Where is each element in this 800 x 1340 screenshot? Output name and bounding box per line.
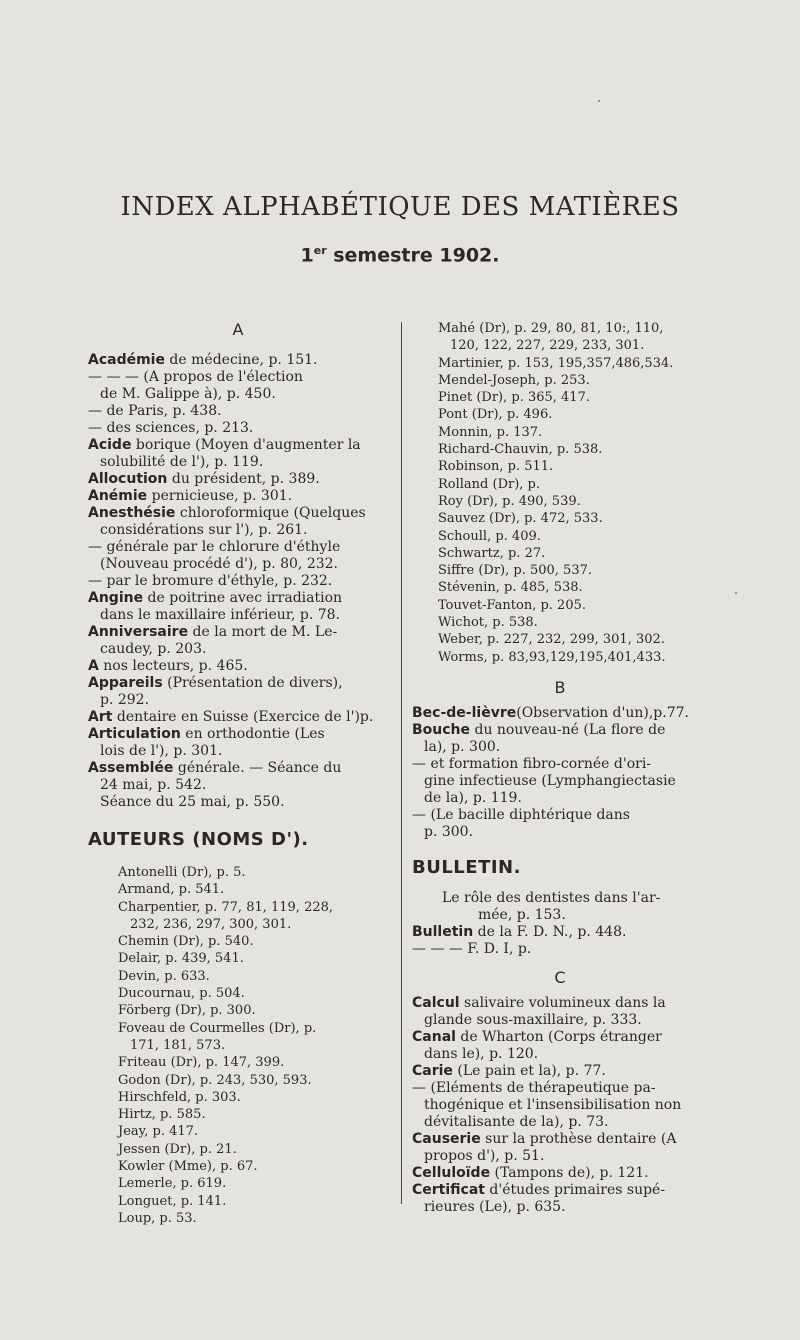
- author-entry: [88, 1002, 388, 1019]
- entry-text: Chemin (Dr), p. 540.: [118, 934, 254, 950]
- entry-text: Pont (Dr), p. 496.: [438, 407, 553, 423]
- entry-text: dentaire en Suisse (Exercice de l')p.: [112, 709, 374, 725]
- index-entry: [412, 1080, 708, 1131]
- index-entry: [88, 352, 388, 369]
- index-entry: [88, 709, 388, 726]
- index-entry: [88, 624, 388, 658]
- entry-text: de poitrine avec irradiation: [143, 590, 343, 606]
- entry-continuation: dans le maxillaire inférieur, p. 78.: [100, 607, 340, 623]
- entry-text: — (Eléments de thérapeutique pa-: [412, 1079, 656, 1096]
- index-entry: [412, 1063, 708, 1080]
- index-entry: [412, 995, 708, 1029]
- entry-text: Foveau de Courmelles (Dr), p.: [118, 1020, 317, 1036]
- entry-text: (Présentation de divers),: [162, 675, 343, 691]
- entry-keyword: Causerie: [412, 1130, 481, 1147]
- section-a-entries: [88, 352, 388, 811]
- entry-keyword: Anniversaire: [88, 624, 189, 640]
- entry-text: Worms, p. 83,93,129,195,401,433.: [438, 649, 666, 665]
- entry-text: Förberg (Dr), p. 300.: [118, 1003, 256, 1019]
- author-entry: [412, 424, 708, 441]
- author-entry: [412, 545, 708, 562]
- author-entry: [88, 1106, 388, 1123]
- author-entry: [88, 864, 388, 881]
- letter-heading-a: A: [232, 320, 244, 339]
- entry-text: — générale par le chlorure d'éthyle: [88, 539, 341, 555]
- entry-text: d'études primaires supé-: [484, 1181, 666, 1198]
- paper-speck: [735, 592, 737, 594]
- entry-keyword: Bulletin: [412, 923, 474, 940]
- entry-text: — et formation fibro-cornée d'ori-: [412, 755, 652, 772]
- entry-continuation: lois de l'), p. 301.: [100, 743, 223, 759]
- paper-speck: [598, 100, 600, 102]
- index-entry: [412, 756, 708, 807]
- authors-heading: AUTEURS (NOMS D').: [88, 829, 309, 850]
- bulletin-entries: [412, 890, 708, 958]
- entry-text: Schwartz, p. 27.: [438, 545, 546, 561]
- author-entry: [412, 372, 708, 389]
- entry-text: de Wharton (Corps étranger: [455, 1028, 662, 1045]
- entry-continuation: p. 300.: [424, 823, 474, 840]
- entry-text: en orthodontie (Les: [180, 726, 325, 742]
- index-entry: [88, 658, 388, 675]
- index-entry: [88, 488, 388, 505]
- author-entry: [412, 355, 708, 372]
- entry-text: Charpentier, p. 77, 81, 119, 228,: [118, 899, 334, 915]
- page-subtitle: [0, 244, 800, 266]
- author-entry: [412, 458, 708, 475]
- author-entry: [412, 406, 708, 423]
- author-entry: [412, 649, 708, 666]
- author-entry: [88, 1141, 388, 1158]
- index-entry: [88, 420, 388, 437]
- bulletin-entry: [412, 890, 708, 924]
- entry-keyword: Assemblée: [88, 760, 174, 776]
- entry-text: Pinet (Dr), p. 365, 417.: [438, 390, 590, 406]
- entry-keyword: Allocution: [88, 471, 168, 487]
- index-entry: [412, 807, 708, 841]
- author-entry: [88, 881, 388, 898]
- subtitle-ordinal-sup: er: [313, 244, 327, 257]
- entry-text: — des sciences, p. 213.: [88, 420, 254, 436]
- entry-text: Mahé (Dr), p. 29, 80, 81, 10:, 110,: [438, 321, 664, 336]
- subtitle-rest: semestre 1902.: [326, 244, 500, 267]
- entry-text: Sauvez (Dr), p. 472, 533.: [438, 511, 603, 527]
- author-entry: [88, 1123, 388, 1140]
- index-entry: [88, 590, 388, 624]
- entry-text: Robinson, p. 511.: [438, 459, 554, 475]
- entry-text: Devin, p. 633.: [118, 968, 210, 984]
- index-entry: [412, 705, 708, 722]
- entry-text: Loup, p. 53.: [118, 1210, 197, 1226]
- entry-keyword: Appareils: [88, 675, 163, 691]
- entry-text: pernicieuse, p. 301.: [147, 488, 293, 504]
- entry-keyword: Art: [88, 709, 113, 725]
- author-entry: [412, 631, 708, 648]
- entry-text: du président, p. 389.: [167, 471, 320, 487]
- entry-text: Ducournau, p. 504.: [118, 986, 245, 1002]
- bulletin-entry: [412, 924, 708, 941]
- entry-text: Hirtz, p. 585.: [118, 1107, 206, 1123]
- index-entry: [88, 369, 388, 403]
- entry-keyword: Bouche: [412, 721, 471, 738]
- entry-continuation: caudey, p. 203.: [100, 641, 207, 657]
- entry-continuation: dévitalisante de la), p. 73.: [424, 1113, 609, 1130]
- entry-text: Friteau (Dr), p. 147, 399.: [118, 1055, 285, 1071]
- author-entry: [412, 614, 708, 631]
- index-entry: [88, 573, 388, 590]
- entry-text: Kowler (Mme), p. 67.: [118, 1159, 258, 1175]
- bulletin-heading: BULLETIN.: [412, 856, 521, 878]
- entry-text: Monnin, p. 137.: [438, 424, 543, 440]
- author-entry: [88, 1210, 388, 1227]
- entry-text: Stévenin, p. 485, 538.: [438, 580, 583, 596]
- letter-heading-c: C: [554, 967, 566, 987]
- entry-continuation: solubilité de l'), p. 119.: [100, 454, 264, 470]
- author-entry: [412, 320, 708, 355]
- entry-keyword: Celluloïde: [412, 1164, 491, 1181]
- entry-continuation: 171, 181, 573.: [130, 1037, 226, 1053]
- entry-keyword: Articulation: [88, 726, 181, 742]
- entry-text: générale. — Séance du: [173, 760, 342, 776]
- entry-keyword: Anesthésie: [88, 505, 176, 521]
- authors-list-left: [88, 864, 388, 1227]
- entry-continuation: considérations sur l'), p. 261.: [100, 522, 308, 538]
- author-entry: [88, 1175, 388, 1192]
- entry-continuation: rieures (Le), p. 635.: [424, 1198, 566, 1215]
- entry-text: Siffre (Dr), p. 500, 537.: [438, 563, 592, 579]
- bulletin-entry: [412, 941, 708, 958]
- index-entry: [412, 722, 708, 756]
- index-entry: [88, 471, 388, 488]
- index-entry: [88, 539, 388, 573]
- entry-text: salivaire volumineux dans la: [459, 994, 666, 1011]
- author-entry: [412, 389, 708, 406]
- entry-keyword: Carie: [412, 1062, 453, 1079]
- entry-text: Roy (Dr), p. 490, 539.: [438, 493, 581, 509]
- entry-text: Mendel-Joseph, p. 253.: [438, 372, 590, 388]
- author-entry: [88, 899, 388, 934]
- entry-text: chloroformique (Quelques: [175, 505, 366, 521]
- author-entry: [412, 528, 708, 545]
- author-entry: [412, 597, 708, 614]
- index-entry: [412, 1029, 708, 1063]
- page-title: INDEX ALPHABÉTIQUE DES MATIÈRES: [120, 192, 680, 222]
- entry-text: Lemerle, p. 619.: [118, 1176, 227, 1192]
- letter-heading-b: B: [554, 677, 566, 697]
- entry-continuation: glande sous-maxillaire, p. 333.: [424, 1011, 642, 1028]
- author-entry: [88, 1072, 388, 1089]
- entry-text: (Observation d'un),p.77.: [516, 704, 689, 721]
- author-entry: [412, 441, 708, 458]
- entry-text: du nouveau-né (La flore de: [470, 721, 666, 738]
- entry-text: Le rôle des dentistes dans l'ar-: [442, 889, 661, 906]
- index-entry: [412, 1131, 708, 1165]
- author-entry: [412, 510, 708, 527]
- author-entry: [412, 562, 708, 579]
- author-entry: [88, 968, 388, 985]
- left-column: [88, 320, 388, 1227]
- entry-text: Martinier, p. 153, 195,357,486,534.: [438, 355, 674, 371]
- author-entry: [88, 985, 388, 1002]
- author-entry: [88, 1158, 388, 1175]
- author-entry: [88, 1020, 388, 1055]
- author-entry: [88, 1193, 388, 1210]
- entry-continuation: de M. Galippe à), p. 450.: [100, 386, 276, 402]
- entry-keyword: Calcul: [412, 994, 460, 1011]
- entry-text: (Tampons de), p. 121.: [490, 1164, 649, 1181]
- entry-text: de la mort de M. Le-: [188, 624, 338, 640]
- entry-text: — par le bromure d'éthyle, p. 232.: [88, 573, 333, 589]
- entry-text: — — — F. D. I, p.: [412, 940, 532, 957]
- entry-keyword: Anémie: [88, 488, 148, 504]
- entry-continuation: thogénique et l'insensibilisation non: [424, 1096, 682, 1113]
- authors-list-right: [412, 320, 708, 666]
- entry-keyword: Académie: [88, 352, 165, 368]
- entry-keyword: Certificat: [412, 1181, 485, 1198]
- entry-text: Antonelli (Dr), p. 5.: [118, 865, 246, 880]
- section-b-entries: [412, 705, 708, 841]
- index-entry: [412, 1165, 708, 1182]
- entry-continuation: p. 292.: [100, 692, 150, 708]
- author-entry: [412, 579, 708, 596]
- entry-text: — de Paris, p. 438.: [88, 403, 222, 419]
- column-divider: [401, 322, 402, 1204]
- entry-keyword: Acide: [88, 437, 132, 453]
- entry-text: Armand, p. 541.: [118, 882, 225, 898]
- index-entry: [88, 760, 388, 811]
- entry-continuation: 232, 236, 297, 300, 301.: [130, 916, 292, 932]
- entry-text: Wichot, p. 538.: [438, 615, 538, 631]
- entry-text: Delair, p. 439, 541.: [118, 951, 244, 967]
- entry-continuation: mée, p. 153.: [478, 906, 566, 923]
- entry-text: Godon (Dr), p. 243, 530, 593.: [118, 1072, 312, 1088]
- entry-continuation: 120, 122, 227, 229, 233, 301.: [450, 338, 645, 354]
- entry-text: de médecine, p. 151.: [164, 352, 318, 368]
- author-entry: [412, 493, 708, 510]
- entry-text: Jessen (Dr), p. 21.: [118, 1141, 237, 1157]
- entry-text: Richard-Chauvin, p. 538.: [438, 442, 603, 458]
- entry-text: sur la prothèse dentaire (A: [480, 1130, 677, 1147]
- entry-text: — — — (A propos de l'élection: [88, 369, 303, 385]
- entry-text: — (Le bacille diphtérique dans: [412, 806, 630, 823]
- index-entry: [88, 437, 388, 471]
- section-c-entries: [412, 995, 708, 1216]
- entry-continuation: la), p. 300.: [424, 738, 501, 755]
- right-column: [412, 320, 708, 1216]
- entry-text: (Le pain et la), p. 77.: [452, 1062, 606, 1079]
- index-entry: [88, 726, 388, 760]
- entry-text: Jeay, p. 417.: [118, 1124, 199, 1140]
- index-entry: [88, 505, 388, 539]
- entry-text: borique (Moyen d'augmenter la: [131, 437, 361, 453]
- index-entry: [412, 1182, 708, 1216]
- entry-text: Hirschfeld, p. 303.: [118, 1089, 241, 1105]
- entry-text: nos lecteurs, p. 465.: [98, 658, 248, 674]
- author-entry: [88, 933, 388, 950]
- index-entry: [88, 675, 388, 709]
- entry-text: de la F. D. N., p. 448.: [473, 923, 627, 940]
- entry-continuation: 24 mai, p. 542.: [100, 777, 207, 793]
- entry-text: Schoull, p. 409.: [438, 528, 541, 544]
- entry-continuation: de la), p. 119.: [424, 789, 522, 806]
- entry-text: Weber, p. 227, 232, 299, 301, 302.: [438, 632, 665, 648]
- entry-continuation: gine infectieuse (Lymphangiectasie: [424, 772, 676, 789]
- entry-keyword: A: [88, 658, 99, 674]
- entry-text: Rolland (Dr), p.: [438, 476, 541, 492]
- entry-continuation: Séance du 25 mai, p. 550.: [100, 794, 285, 810]
- author-entry: [88, 950, 388, 967]
- entry-continuation: dans le), p. 120.: [424, 1045, 539, 1062]
- entry-keyword: Bec-de-lièvre: [412, 704, 517, 721]
- author-entry: [88, 1054, 388, 1071]
- entry-text: Touvet-Fanton, p. 205.: [438, 597, 586, 613]
- entry-keyword: Angine: [88, 590, 144, 606]
- entry-keyword: Canal: [412, 1028, 456, 1045]
- index-entry: [88, 403, 388, 420]
- author-entry: [412, 476, 708, 493]
- entry-continuation: (Nouveau procédé d'), p. 80, 232.: [100, 556, 338, 572]
- subtitle-ordinal: 1: [300, 244, 314, 267]
- entry-continuation: propos d'), p. 51.: [424, 1147, 545, 1164]
- entry-text: Longuet, p. 141.: [118, 1193, 227, 1209]
- author-entry: [88, 1089, 388, 1106]
